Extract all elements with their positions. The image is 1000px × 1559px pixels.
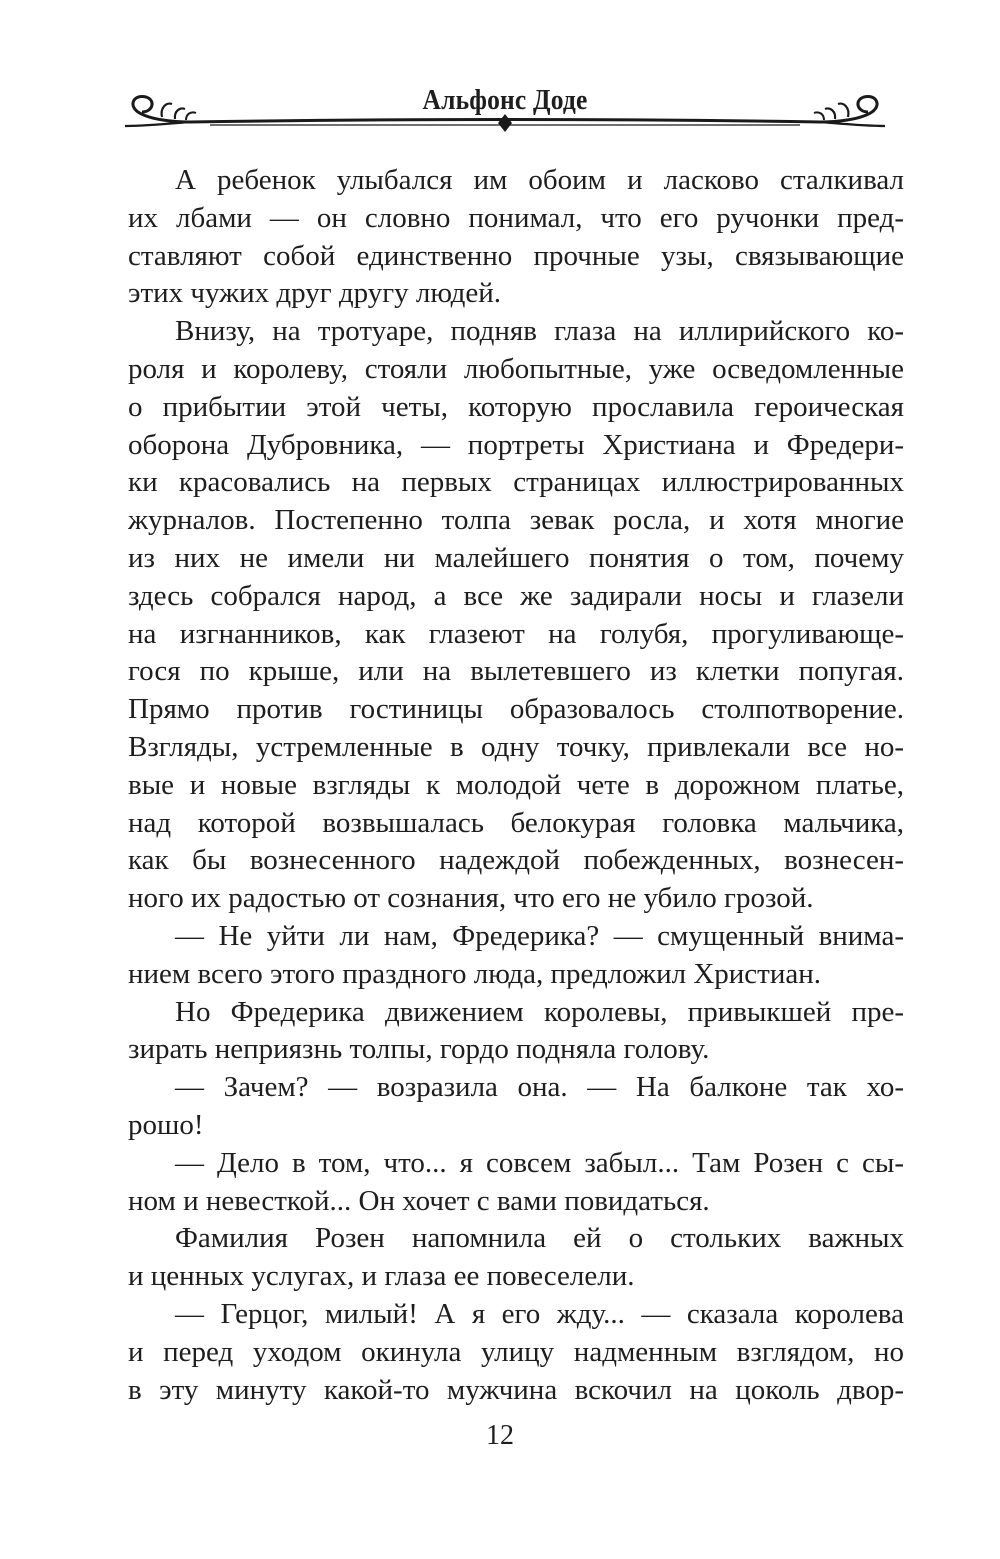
text-line: как бы вознесенного надеждой побежденных, вознесен- [128, 844, 904, 877]
text-line: этих чужих друг другу людей. [128, 277, 501, 310]
text-line: в эту минуту какой-то мужчина вскочил на цоколь двор- [128, 1373, 904, 1406]
text-line: на изгнанников, как глазеют на голубя, прогуливающе- [128, 617, 904, 650]
text-line: Но Фредерика движением королевы, привыкшей пре- [175, 995, 904, 1028]
text-line: гося по крыше, или на вылетевшего из клетки попугая. [128, 655, 904, 688]
text-line: Внизу, на тротуаре, подняв глаза на иллирийского ко- [175, 315, 904, 348]
text-line: из них не имели ни малейшего понятия о том, почему [128, 541, 904, 574]
text-line: журналов. Постепенно толпа зевак росла, и хотя многие [128, 504, 904, 537]
text-line: — Зачем? — возразила она. — На балконе так хо- [175, 1071, 904, 1104]
text-line: оборона Дубровника, — портреты Христиана и Фредери- [128, 428, 904, 461]
text-line: здесь собрался народ, а все же задирали носы и глазели [128, 579, 904, 612]
text-line: — Дело в том, что... я совсем забыл... Там Розен с сы- [175, 1146, 904, 1179]
text-line: ном и невесткой... Он хочет с вами повидаться. [128, 1184, 710, 1217]
page-number: 12 [486, 1420, 514, 1451]
text-line: и перед уходом окинула улицу надменным взглядом, но [128, 1335, 904, 1368]
text-line: нием всего этого праздного люда, предложил Христиан. [128, 957, 821, 990]
text-line: и ценных услугах, и глаза ее повеселели. [128, 1260, 635, 1293]
text-line: их лбами — он словно понимал, что его ручонки пред- [128, 201, 904, 234]
running-header [120, 70, 890, 140]
text-line: Фамилия Розен напомнила ей о стольких важных [175, 1222, 904, 1255]
text-line: зирать неприязнь толпы, гордо подняла голову. [128, 1033, 710, 1066]
text-line: — Не уйти ли нам, Фредерика? — смущенный внима- [175, 919, 904, 952]
text-line: ного их радостью от сознания, что его не убило грозой. [128, 882, 814, 915]
text-line: ставляют собой единственно прочные узы, связывающие [128, 239, 904, 272]
text-line: рошо! [128, 1108, 204, 1141]
running-title: Альфонс Доде [422, 84, 588, 116]
text-line: роля и королеву, стояли любопытные, уже осведомленные [128, 352, 904, 385]
text-line: о прибытии этой четы, которую прославила героическая [128, 390, 904, 423]
text-line: ки красовались на первых страницах иллюстрированных [128, 466, 904, 499]
text-line: — Герцог, милый! А я его жду... — сказала королева [175, 1297, 904, 1330]
text-line: вые и новые взгляды к молодой чете в дорожном платье, [128, 768, 904, 801]
text-line: Взгляды, устремленные в одну точку, привлекали все но- [128, 730, 904, 763]
page-body-text [128, 162, 904, 1409]
text-line: Прямо против гостиницы образовалось столпотворение. [128, 693, 904, 726]
text-line: над которой возвышалась белокурая головка мальчика, [128, 806, 904, 839]
text-line: А ребенок улыбался им обоим и ласково сталкивал [175, 164, 904, 196]
